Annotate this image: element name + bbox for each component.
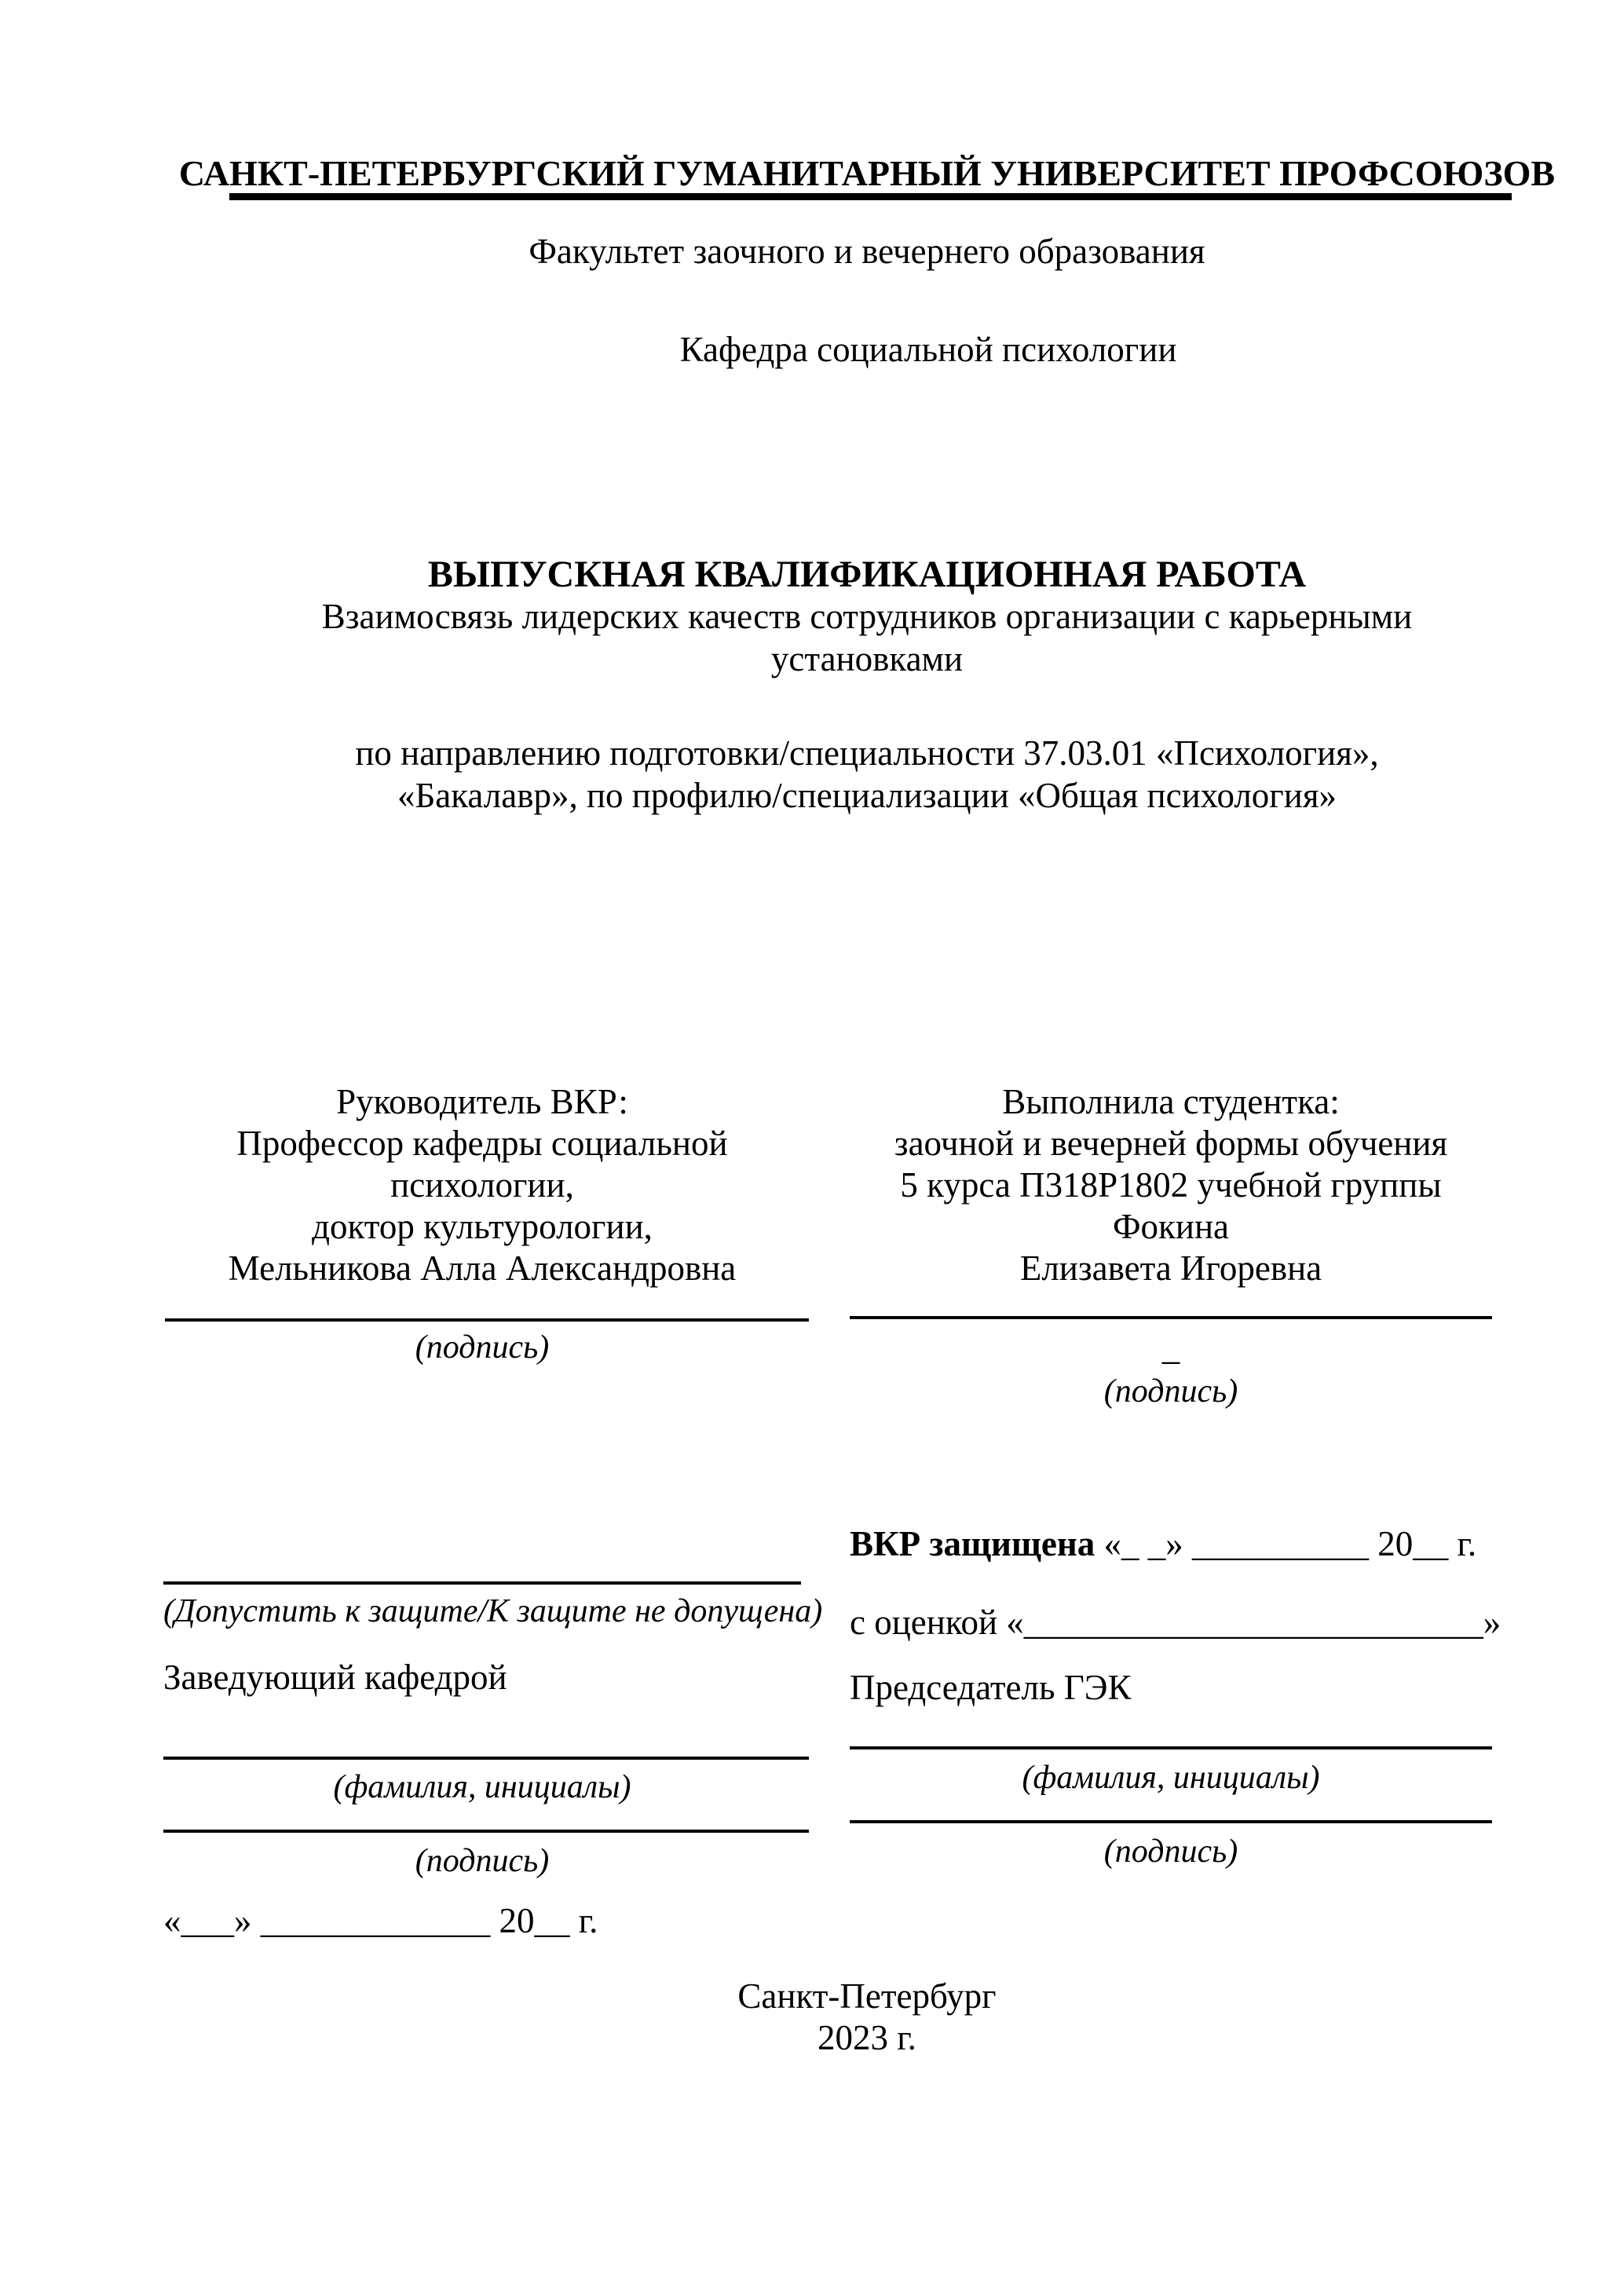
specialty-line1: по направлению подготовки/специальности 37.03.01 «Психология», — [355, 733, 1379, 773]
supervisor-position-line1: Профессор кафедры социальной — [236, 1124, 728, 1163]
supervisor-signature-caption: (подпись) — [415, 1329, 550, 1366]
chairman-signature-line — [850, 1820, 1492, 1823]
admission-caption: (Допустить к защите/К защите не допущена) — [163, 1593, 823, 1629]
student-role-label: Выполнила студентка: — [1002, 1082, 1340, 1121]
admission-decision-line — [163, 1581, 801, 1585]
defense-grade-line: с оценкой «__________________________» — [850, 1603, 1501, 1642]
supervisor-role-label: Руководитель ВКР: — [336, 1082, 628, 1121]
supervisor-name: Мельникова Алла Александровна — [228, 1249, 737, 1288]
defense-defended-label: ВКР защищена — [850, 1524, 1095, 1563]
department-name: Кафедра социальной психологии — [679, 330, 1177, 369]
university-name: САНКТ-ПЕТЕРБУРГСКИЙ ГУМАНИТАРНЫЙ УНИВЕРСИТЕТ ПРОФСОЮЗОВ — [178, 153, 1556, 193]
supervisor-signature-line — [165, 1318, 809, 1322]
student-surname: Фокина — [1112, 1207, 1230, 1246]
chairman-name-line — [850, 1746, 1492, 1749]
footer-year: 2023 г. — [817, 2018, 916, 2057]
chairman-signature-caption: (подпись) — [1103, 1834, 1238, 1870]
student-underscore: _ — [1161, 1328, 1180, 1367]
supervisor-block — [163, 1081, 801, 1289]
head-signature-caption: (подпись) — [415, 1843, 550, 1879]
thesis-topic-line1: Взаимосвязь лидерских качеств сотрудников организации с карьерными — [321, 597, 1413, 636]
student-info-line2: 5 курса П318Р1802 учебной группы — [900, 1165, 1442, 1205]
student-signature-line — [850, 1316, 1492, 1319]
supervisor-position-line2: психологии, — [390, 1165, 574, 1205]
head-signature-line — [163, 1830, 809, 1833]
thesis-topic-line2: установками — [770, 639, 964, 678]
faculty-name: Факультет заочного и вечернего образования — [529, 232, 1205, 271]
chairman-name-caption: (фамилия, инициалы) — [1022, 1760, 1320, 1796]
head-name-caption: (фамилия, инициалы) — [333, 1769, 631, 1805]
student-signature-caption: (подпись) — [1103, 1373, 1238, 1409]
work-type-title: ВЫПУСКНАЯ КВАЛИФИКАЦИОННАЯ РАБОТА — [427, 554, 1307, 595]
student-block — [850, 1081, 1492, 1289]
department-head-label: Заведующий кафедрой — [163, 1658, 507, 1697]
specialty-line2: «Бакалавр», по профилю/специализации «Общая психология» — [397, 776, 1337, 815]
supervisor-position-line3: доктор культурологии, — [312, 1207, 653, 1246]
footer-city: Санкт-Петербург — [737, 1976, 997, 2016]
gek-chairman-label: Председатель ГЭК — [850, 1668, 1132, 1707]
student-name-patronymic: Елизавета Игоревна — [1019, 1249, 1322, 1288]
defense-defended-blanks: «_ _» __________ 20__ г. — [1103, 1524, 1477, 1563]
head-name-line — [163, 1757, 809, 1760]
defense-defended-line — [850, 1523, 1492, 1564]
header-rule — [229, 193, 1512, 200]
admission-date-line: «___» _____________ 20__ г. — [163, 1901, 598, 1940]
student-info-line1: заочной и вечерней формы обучения — [894, 1124, 1448, 1163]
